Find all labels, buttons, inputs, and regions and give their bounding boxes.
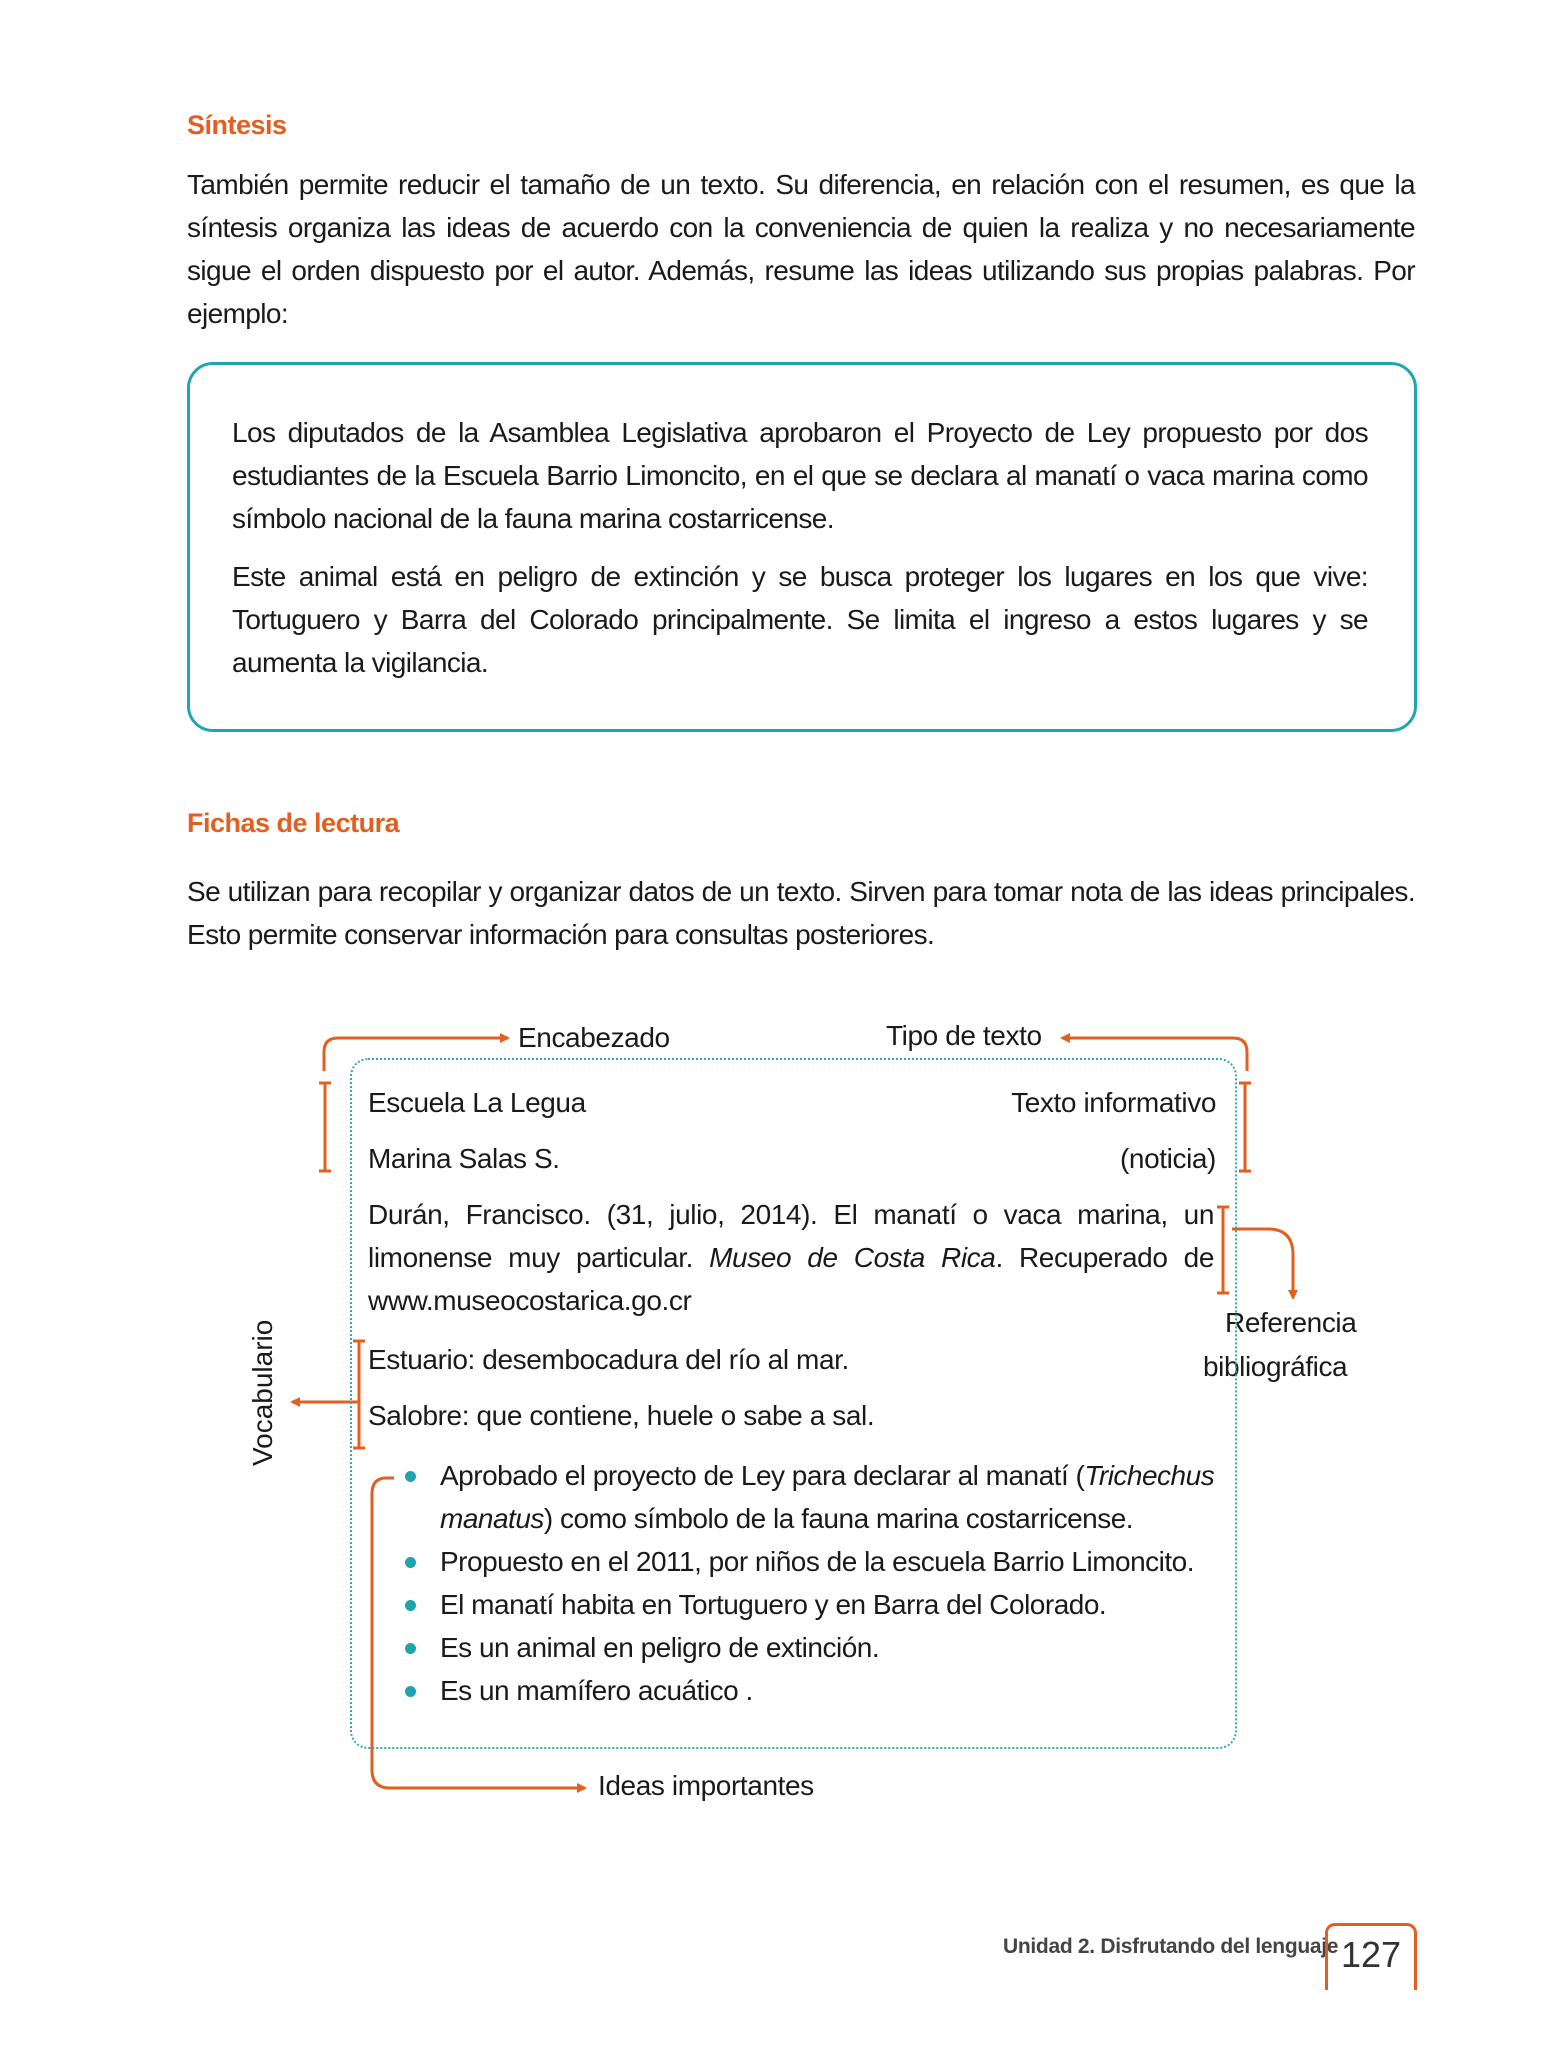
bullet-icon [405,1686,416,1697]
card-vocab-1: Estuario: desembocadura del río al mar. [368,1344,849,1375]
label-ideas-importantes: Ideas importantes [598,1770,814,1801]
idea-item [368,1583,1228,1626]
bullet-icon [405,1600,416,1611]
reference-italic: Museo de Costa Rica [709,1242,996,1273]
page-number: 127 [1340,1934,1402,1975]
tipo-texto-bracket [1239,1083,1251,1171]
reference-pre: Durán, Francisco. (31, julio, 2014). El manatí o vaca marina, un limonense muy particular. [368,1199,1214,1273]
card-vocab-2: Salobre: que contiene, huele o sabe a sal. [368,1400,875,1431]
label-tipo-texto: Tipo de texto [886,1020,1042,1051]
bullet-icon [405,1643,416,1654]
idea-text: Es un animal en peligro de extinción. [440,1632,880,1663]
sintesis-body: También permite reducir el tamaño de un texto. Su diferencia, en relación con el resumen, es que la síntesis organiza las ideas de acuerdo con la conveniencia de quien la realiza y no necesariamente sigue el orden dispuesto por el autor. Además, resume las ideas utilizando sus propias palabras. Por ejemplo: [187,169,1415,329]
idea-item [368,1454,1228,1540]
idea-item [368,1540,1228,1583]
bullet-icon [405,1471,416,1482]
reference-post: . Recuperado de www.museocostarica.go.cr [368,1242,1214,1316]
idea-text: ) como símbolo de la fauna marina costarricense. [543,1503,1134,1534]
card-reference [368,1193,1214,1322]
card-student: Marina Salas S. [368,1143,560,1174]
sintesis-heading: Síntesis [187,110,287,140]
card-ideas-list [368,1454,1228,1712]
page-number-box [1325,1923,1417,1990]
idea-item [368,1669,1228,1712]
idea-text: El manatí habita en Tortuguero y en Barra del Colorado. [440,1589,1107,1620]
label-referencia-2: bibliográfica [1203,1351,1348,1382]
label-vocabulario: Vocabulario [247,1319,278,1466]
fichas-heading: Fichas de lectura [187,808,400,838]
idea-item [368,1626,1228,1669]
example-paragraph-1: Los diputados de la Asamblea Legislativa aprobaron el Proyecto de Ley propuesto por dos estudiantes de la Escuela Barrio Limoncito, en el que se declara al manatí o vaca marina como símbolo nacional de la fauna marina costarricense. [232,417,1368,534]
card-text-type: Texto informativo [1011,1087,1216,1118]
card-text-subtype: (noticia) [1120,1143,1216,1174]
footer-unit: Unidad 2. Disfrutando del lenguaje [1003,1935,1339,1958]
idea-text: Es un mamífero acuático . [440,1675,753,1706]
referencia-arrow [1232,1229,1293,1298]
bullet-icon [405,1557,416,1568]
label-referencia-1: Referencia [1225,1307,1357,1338]
card-school: Escuela La Legua [368,1087,586,1118]
idea-text: Aprobado el proyecto de Ley para declarar al manatí ( [440,1460,1085,1491]
label-encabezado: Encabezado [518,1022,670,1053]
encabezado-bracket [319,1083,331,1171]
idea-text: Propuesto en el 2011, por niños de la escuela Barrio Limoncito. [440,1546,1195,1577]
example-paragraph-2: Este animal está en peligro de extinción y se busca proteger los lugares en los que vive: Tortuguero y Barra del Colorado principalmente. Se limita el ingreso a estos lugares y se aumenta la vigilancia. [232,561,1368,678]
idea-italic: Trichechus manatus [440,1460,1215,1534]
fichas-body: Se utilizan para recopilar y organizar datos de un texto. Sirven para tomar nota de las ideas principales. Esto permite conservar información para consultas posteriores. [187,876,1415,950]
